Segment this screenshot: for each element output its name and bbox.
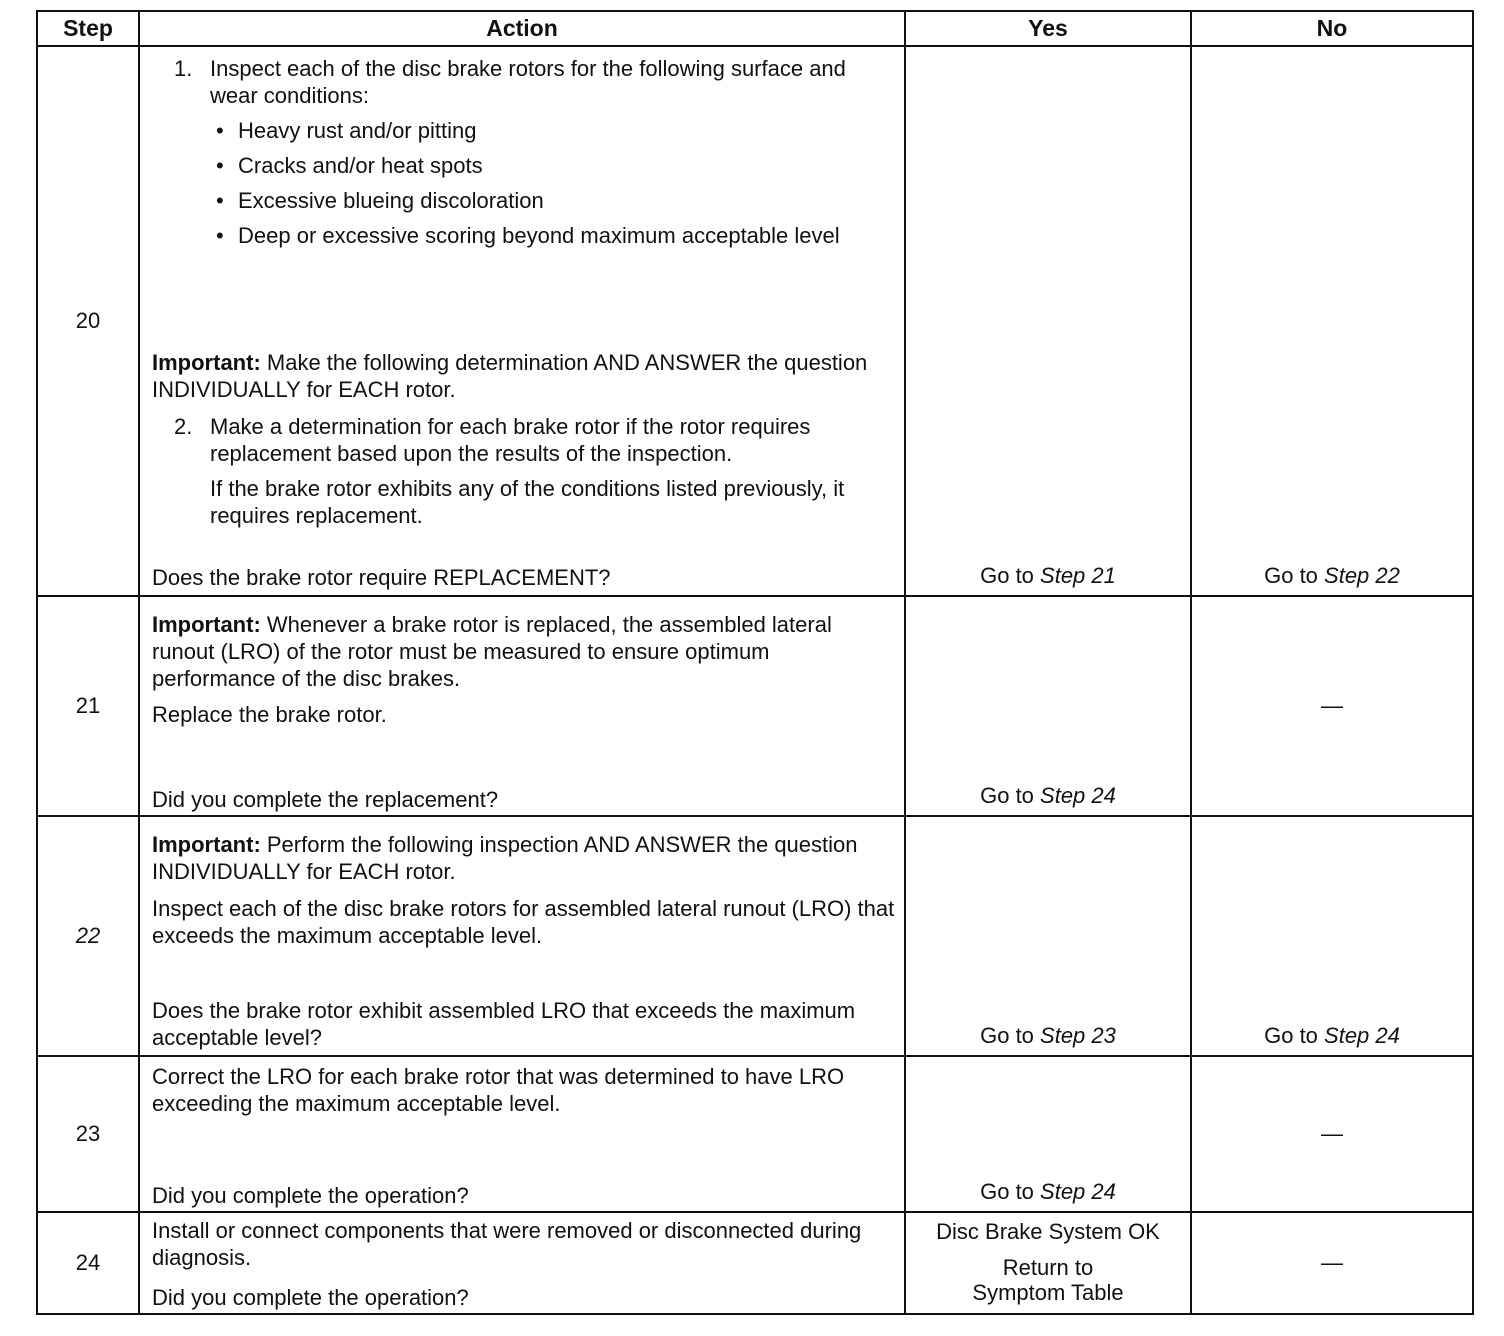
action-item-1 [152, 55, 896, 249]
bullet-item: • Heavy rust and/or pitting [152, 117, 896, 144]
step-number: 24 [37, 1212, 139, 1314]
item-text: Inspect each of the disc brake rotors for the following surface and wear conditions: [210, 56, 846, 108]
go-to-text: Go to [1264, 1023, 1325, 1048]
important-label: Important: [152, 832, 261, 857]
question: Does the brake rotor exhibit assembled LRO that exceeds the maximum acceptable level? [152, 998, 856, 1050]
step-number: 22 [37, 816, 139, 1056]
step-link[interactable]: Step 24 [1040, 1179, 1116, 1204]
question: Did you complete the operation? [152, 1183, 469, 1208]
important-label: Important: [152, 350, 261, 375]
question: Did you complete the replacement? [152, 787, 499, 812]
step-action [139, 46, 905, 596]
go-to-text: Go to [980, 563, 1041, 588]
action-text: Correct the LRO for each brake rotor that was determined to have LRO exceeding the maximum acceptable level. [152, 1064, 845, 1116]
header-no: No [1191, 11, 1473, 46]
no-result [1191, 1056, 1473, 1212]
yes-result [905, 816, 1191, 1056]
go-to-text: Go to [980, 1179, 1041, 1204]
result-ok: Disc Brake System OK [936, 1219, 1160, 1244]
step-action [139, 816, 905, 1056]
yes-result [905, 46, 1191, 596]
dash: — [1321, 1250, 1343, 1275]
step-action [139, 1212, 905, 1314]
important-text: Whenever a brake rotor is replaced, the assembled lateral runout (LRO) of the rotor must be measured to ensure optimum performance of the disc brakes. [152, 612, 832, 691]
important-label: Important: [152, 612, 261, 637]
bullet-item: • Excessive blueing discoloration [152, 187, 896, 214]
step-number: 20 [37, 46, 139, 596]
step-23-row [37, 1056, 1473, 1212]
step-link[interactable]: Step 24 [1324, 1023, 1400, 1048]
bullet-item: • Deep or excessive scoring beyond maximum acceptable level [152, 222, 896, 249]
header-row [37, 11, 1473, 46]
step-number: 21 [37, 596, 139, 816]
step-24-row [37, 1212, 1473, 1314]
dash: — [1321, 1121, 1343, 1146]
step-20-row [37, 46, 1473, 596]
no-result [1191, 816, 1473, 1056]
important-note [152, 611, 896, 692]
important-text: Make the following determination AND ANSWER the question INDIVIDUALLY for EACH rotor. [152, 350, 868, 402]
bullet-item: • Cracks and/or heat spots [152, 152, 896, 179]
go-to-text: Go to [1264, 563, 1325, 588]
step-link[interactable]: Step 22 [1324, 563, 1400, 588]
go-to-text: Go to [980, 1023, 1041, 1048]
action-item-2 [152, 413, 896, 529]
important-note [152, 349, 896, 403]
header-step: Step [37, 11, 139, 46]
step-link[interactable]: Step 24 [1040, 783, 1116, 808]
action-text: Inspect each of the disc brake rotors for assembled lateral runout (LRO) that exceeds the maximum acceptable level. [152, 896, 895, 948]
dash: — [1321, 693, 1343, 718]
step-22-row [37, 816, 1473, 1056]
step-action [139, 596, 905, 816]
important-note [152, 831, 896, 885]
important-text: Perform the following inspection AND ANSWER the question INDIVIDUALLY for EACH rotor. [152, 832, 858, 884]
no-result [1191, 596, 1473, 816]
step-number: 23 [37, 1056, 139, 1212]
yes-result [905, 1212, 1191, 1314]
go-to-text: Go to [980, 783, 1041, 808]
step-action [139, 1056, 905, 1212]
item-text: Make a determination for each brake rotor if the rotor requires replacement based upon the results of the inspection. [210, 414, 811, 466]
return-link[interactable]: Return to Symptom Table [972, 1255, 1124, 1305]
no-result [1191, 46, 1473, 596]
item-number: 1. [174, 56, 193, 81]
step-21-row [37, 596, 1473, 816]
yes-result [905, 596, 1191, 816]
yes-result [905, 1056, 1191, 1212]
no-result [1191, 1212, 1473, 1314]
action-text: Install or connect components that were removed or disconnected during diagnosis. [152, 1218, 862, 1270]
diagnostic-table [36, 10, 1474, 1315]
item-note: If the brake rotor exhibits any of the conditions listed previously, it requires replacement. [210, 476, 845, 528]
header-action: Action [139, 11, 905, 46]
step-link[interactable]: Step 23 [1040, 1023, 1116, 1048]
item-number: 2. [174, 414, 193, 439]
question: Did you complete the operation? [152, 1285, 469, 1310]
action-text: Replace the brake rotor. [152, 702, 387, 727]
question: Does the brake rotor require REPLACEMENT? [152, 565, 611, 590]
step-link[interactable]: Step 21 [1040, 563, 1116, 588]
header-yes: Yes [905, 11, 1191, 46]
